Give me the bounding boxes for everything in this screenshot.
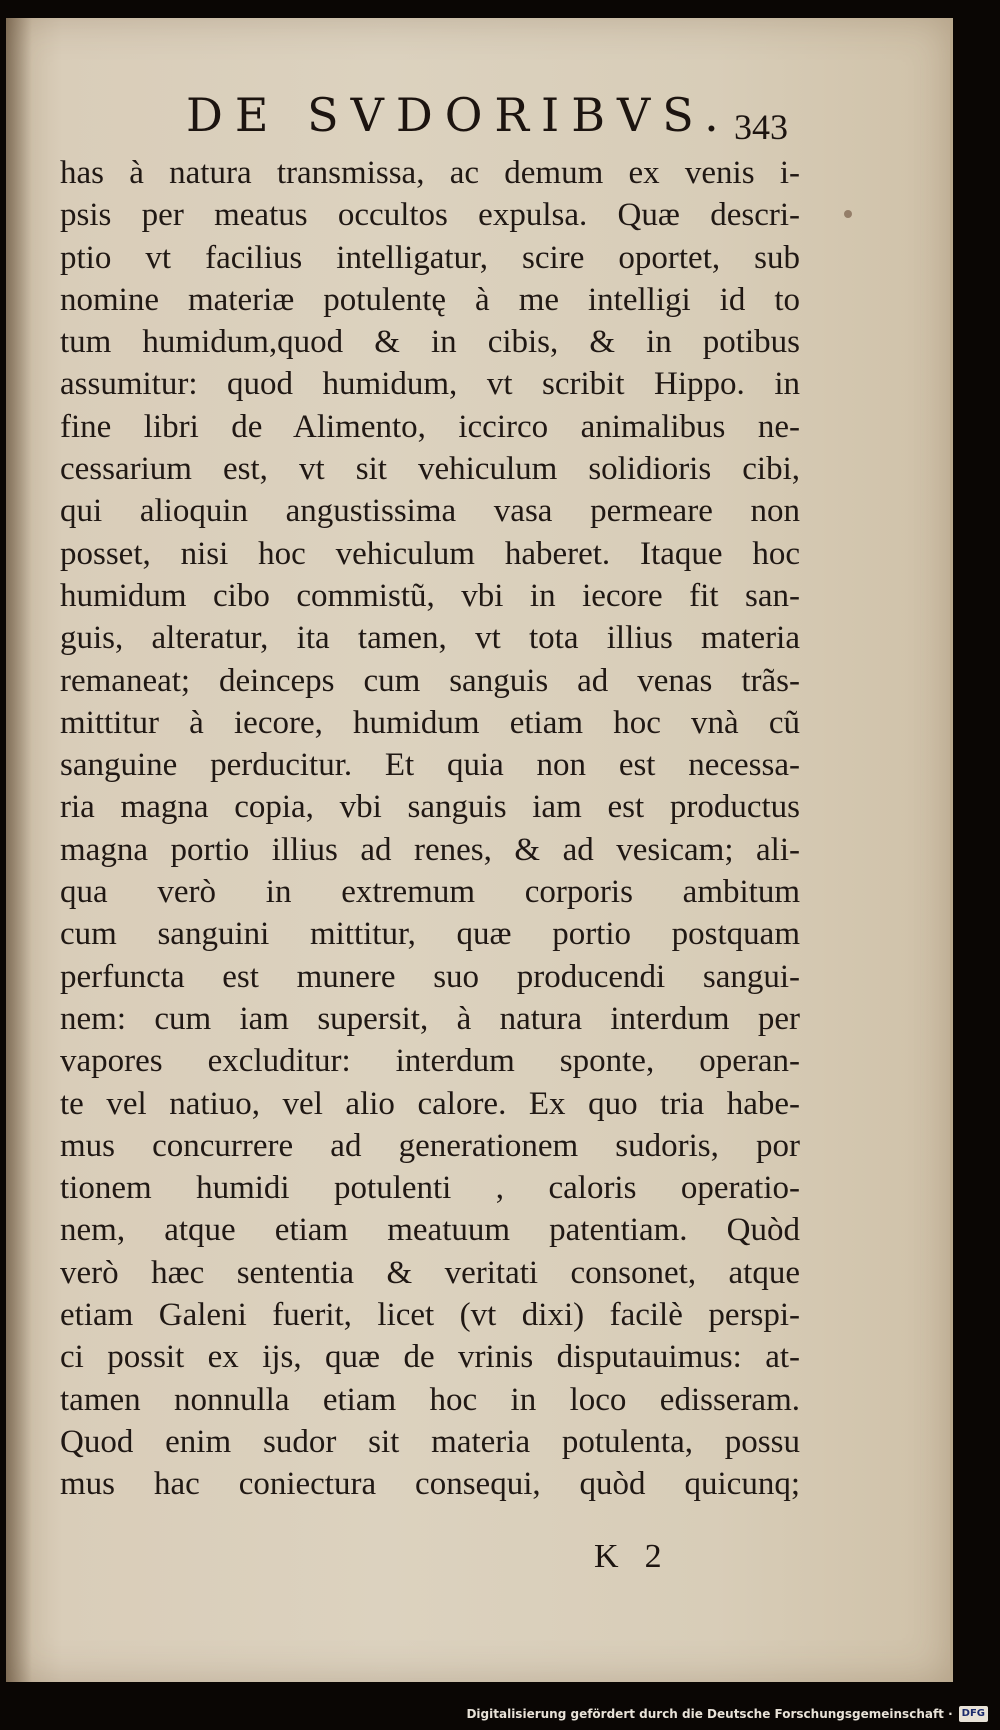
signature-number: 2 — [644, 1538, 662, 1575]
text-line: posset, nisi hoc vehiculum haberet. Itaque hoc — [60, 535, 800, 572]
text-line: nem: cum iam supersit, à natura interdum per — [60, 1000, 800, 1037]
signature-mark — [594, 1538, 662, 1576]
text-line: ptio vt facilius intelligatur, scire oportet, sub — [60, 239, 800, 276]
text-line: etiam Galeni fuerit, licet (vt dixi) facilè perspi- — [60, 1297, 800, 1334]
text-line: cessarium est, vt sit vehiculum solidioris cibi, — [60, 451, 800, 488]
spine-shadow — [6, 18, 32, 1682]
text-line: fine libri de Alimento, iccirco animalibus ne- — [60, 408, 800, 445]
text-line: tionem humidi potulenti , caloris operatio- — [60, 1170, 800, 1207]
running-title: DE SVDORIBVS. — [186, 88, 731, 142]
text-line: vapores excluditur: interdum sponte, operan- — [60, 1043, 800, 1080]
text-line: magna portio illius ad renes, & ad vesicam; ali- — [60, 831, 800, 868]
ink-spot — [844, 210, 852, 218]
dfg-logo: DFG — [959, 1706, 988, 1722]
text-line: tamen nonnulla etiam hoc in loco edisseram. — [60, 1381, 800, 1418]
text-line: qua verò in extremum corporis ambitum — [60, 874, 800, 911]
page-header — [6, 80, 950, 150]
text-line: nomine materiæ potulentę à me intelligi id to — [60, 281, 800, 318]
digitization-footer — [466, 1702, 988, 1726]
text-line: sanguine perducitur. Et quia non est necessa- — [60, 747, 800, 784]
funding-credit: Digitalisierung gefördert durch die Deutsche Forschungsgemeinschaft · — [466, 1707, 953, 1721]
text-line: nem, atque etiam meatuum patentiam. Quòd — [60, 1212, 800, 1249]
page-number: 343 — [734, 107, 788, 147]
text-line: Quod enim sudor sit materia potulenta, possu — [60, 1423, 800, 1460]
text-line: psis per meatus occultos expulsa. Quæ descri- — [60, 197, 800, 234]
text-line: ci possit ex ijs, quæ de vrinis disputauimus: at- — [60, 1339, 800, 1376]
text-line: qui alioquin angustissima vasa permeare non — [60, 493, 800, 530]
book-page — [6, 18, 953, 1682]
text-line: mittitur à iecore, humidum etiam hoc vnà cũ — [60, 704, 800, 741]
text-line: mus concurrere ad generationem sudoris, por — [60, 1127, 800, 1164]
text-line: remaneat; deinceps cum sanguis ad venas trãs- — [60, 662, 800, 699]
text-line: perfuncta est munere suo producendi sangui- — [60, 958, 800, 995]
text-line: cum sanguini mittitur, quæ portio postquam — [60, 916, 800, 953]
body-text — [60, 152, 800, 1506]
signature-letter: K — [594, 1538, 619, 1575]
text-line: tum humidum,quod & in cibis, & in potibus — [60, 324, 800, 361]
text-line: mus hac coniectura consequi, quòd quicunq; — [60, 1466, 800, 1503]
text-line: te vel natiuo, vel alio calore. Ex quo tria habe- — [60, 1085, 800, 1122]
text-line: guis, alteratur, ita tamen, vt tota illius materia — [60, 620, 800, 657]
text-line: ria magna copia, vbi sanguis iam est productus — [60, 789, 800, 826]
text-line: verò hæc sententia & veritati consonet, atque — [60, 1254, 800, 1291]
text-line: assumitur: quod humidum, vt scribit Hippo. in — [60, 366, 800, 403]
text-line: has à natura transmissa, ac demum ex venis i- — [60, 155, 800, 191]
text-line: humidum cibo commistũ, vbi in iecore fit san- — [60, 577, 800, 614]
